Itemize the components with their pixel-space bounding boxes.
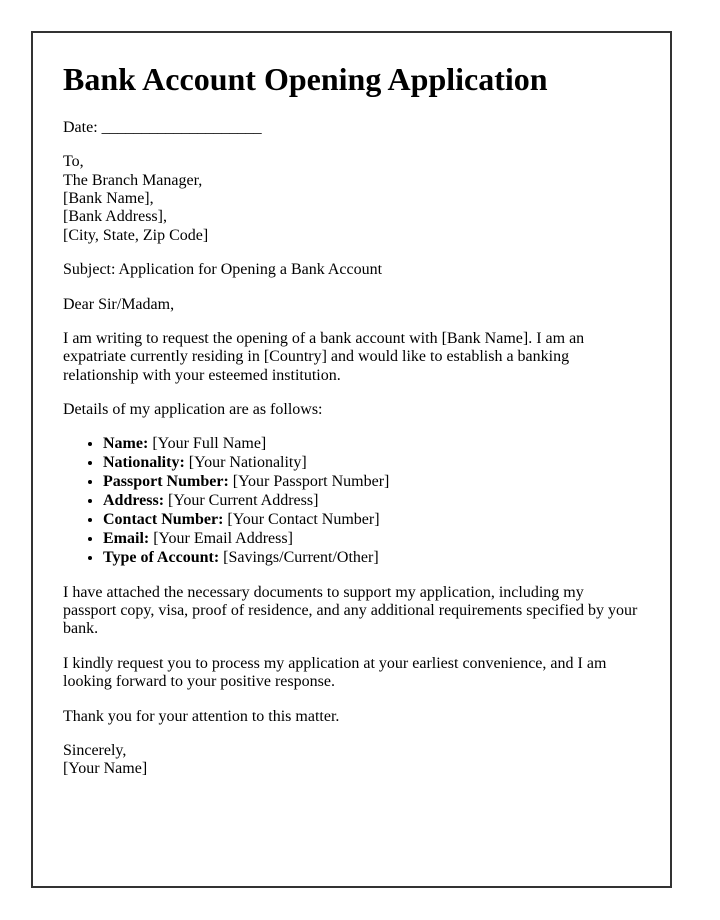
detail-value: [Savings/Current/Other] [223, 548, 379, 566]
salutation: Dear Sir/Madam, [63, 295, 175, 313]
detail-label: Email: [103, 529, 150, 547]
recipient-line-to: To, [63, 153, 84, 171]
closing-block [63, 742, 640, 779]
subject-line: Subject: Application for Opening a Bank Account [63, 261, 383, 279]
date-blank: ____________________ [101, 118, 262, 136]
recipient-line-branch-manager: The Branch Manager, [63, 171, 203, 189]
paragraph-details-lead: Details of my application are as follows: [63, 401, 323, 419]
detail-value: [Your Full Name] [152, 435, 267, 453]
closing-your-name: [Your Name] [63, 760, 148, 778]
detail-item-address [103, 492, 640, 511]
date-label: Date: [63, 118, 98, 136]
paragraph-attachments: I have attached the necessary documents to support my application, including my passport copy, visa, proof of residence, and any additional requirements specified by your bank. [63, 583, 638, 638]
detail-item-email [103, 530, 640, 549]
detail-label: Name: [103, 435, 149, 453]
letter-document [31, 31, 672, 888]
date-line [63, 119, 640, 137]
detail-value: [Your Passport Number] [232, 473, 390, 491]
detail-item-contact-number [103, 511, 640, 530]
paragraph-thanks: Thank you for your attention to this matter. [63, 707, 340, 725]
detail-value: [Your Current Address] [168, 492, 319, 510]
detail-label: Nationality: [103, 454, 185, 472]
detail-item-nationality [103, 454, 640, 473]
page-title: Bank Account Opening Application [63, 61, 548, 97]
paragraph-request: I kindly request you to process my application at your earliest convenience, and I am looking forward to your positive response. [63, 654, 607, 691]
detail-label: Address: [103, 492, 165, 510]
detail-item-name [103, 435, 640, 454]
detail-item-passport-number [103, 473, 640, 492]
closing-sincerely: Sincerely, [63, 741, 127, 759]
recipient-line-bank-name: [Bank Name], [63, 189, 154, 207]
detail-label: Passport Number: [103, 473, 229, 491]
detail-label: Contact Number: [103, 510, 224, 528]
detail-label: Type of Account: [103, 548, 220, 566]
recipient-line-city-state-zip: [City, State, Zip Code] [63, 226, 209, 244]
paragraph-intro: I am writing to request the opening of a bank account with [Bank Name]. I am an expatriate currently residing in [Country] and would like to establish a banking relationship with your esteemed institution. [63, 329, 585, 384]
recipient-line-bank-address: [Bank Address], [63, 208, 167, 226]
detail-value: [Your Email Address] [153, 529, 293, 547]
detail-value: [Your Contact Number] [227, 510, 380, 528]
detail-item-account-type [103, 549, 640, 568]
detail-value: [Your Nationality] [188, 454, 307, 472]
details-list [63, 435, 640, 567]
recipient-block [63, 153, 640, 245]
